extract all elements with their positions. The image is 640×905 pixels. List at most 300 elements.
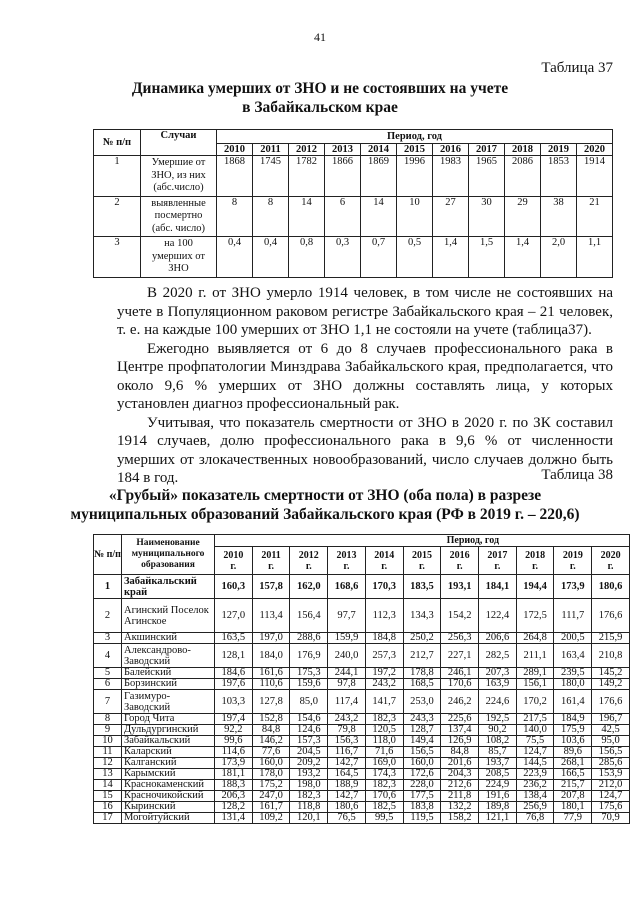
table38-year: 2018 [525, 549, 546, 561]
table38-row-num: 4 [94, 644, 122, 668]
table37-cell: 1914 [577, 156, 613, 197]
table38-cell: 224,9 [479, 780, 517, 791]
table38-cell: 112,3 [365, 599, 403, 633]
table38-cell: 160,0 [403, 758, 441, 769]
table38-cell: 183,8 [403, 802, 441, 813]
table38-cell: 211,8 [441, 791, 479, 802]
table38-cell: 188,9 [328, 780, 366, 791]
table38-cell: 207,3 [479, 668, 517, 679]
table38-cell: 103,6 [554, 736, 592, 747]
table38-cell: 108,2 [479, 736, 517, 747]
paragraph-block-1 [117, 284, 613, 488]
table38-row-name: Агинский Поселок Агинское [122, 599, 215, 633]
table38-cell: 172,5 [516, 599, 554, 633]
table37-year-header: 2016 [433, 144, 469, 156]
table38-cell: 156,3 [328, 736, 366, 747]
table38-cell: 288,6 [290, 633, 328, 644]
table38-cell: 268,1 [554, 758, 592, 769]
table37-row-case: выявленные посмертно (абс. число) [141, 196, 217, 237]
table38-row [94, 690, 630, 714]
table38-cell: 138,4 [516, 791, 554, 802]
table38-year: 2020 [600, 549, 621, 561]
table38-cell: 90,2 [479, 725, 517, 736]
table37-cell: 27 [433, 196, 469, 237]
paragraph-1: В 2020 г. от ЗНО умерло 1914 человек, в том числе не состоявших на учете в Популяционном раковом регистре Забайкальского края – 21 человек, т. е. на каждые 100 умерших от ЗНО 1,1 не состояли на учете (таблица37). [117, 285, 613, 338]
table38-row [94, 575, 630, 599]
table38-row-num: 13 [94, 769, 122, 780]
table38-cell: 97,7 [328, 599, 366, 633]
table37-year-header: 2015 [397, 144, 433, 156]
table38-row [94, 780, 630, 791]
table37-cell: 0,7 [361, 237, 397, 278]
table37-cell: 14 [361, 196, 397, 237]
table38-row [94, 802, 630, 813]
table38-cell: 264,8 [516, 633, 554, 644]
table38-cell: 110,6 [252, 679, 290, 690]
table38-year: 2013 [336, 549, 357, 561]
table38-cell: 153,9 [592, 769, 630, 780]
table38-row-num: 14 [94, 780, 122, 791]
table38-row-num: 3 [94, 633, 122, 644]
table38-cell: 180,6 [328, 802, 366, 813]
table37-row-case: Умершие от ЗНО, из них (абс.число) [141, 156, 217, 197]
table38-cell: 244,1 [328, 668, 366, 679]
table38-cell: 156,5 [403, 747, 441, 758]
table38-row [94, 813, 630, 824]
table38-year-header [403, 547, 441, 575]
table38-row [94, 599, 630, 633]
table38-cell: 76,5 [328, 813, 366, 824]
table37-row-case: на 100 умерших от ЗНО [141, 237, 217, 278]
table38-cell: 228,0 [403, 780, 441, 791]
table38-cell: 120,5 [365, 725, 403, 736]
table38-cell: 170,3 [365, 575, 403, 599]
table38-cell: 131,4 [215, 813, 253, 824]
table38-cell: 257,3 [365, 644, 403, 668]
table37-cell: 0,3 [325, 237, 361, 278]
table38-year-suffix: г. [569, 560, 576, 572]
table38-cell: 180,6 [592, 575, 630, 599]
table38-cell: 194,4 [516, 575, 554, 599]
table37-cell: 2086 [505, 156, 541, 197]
table38-cell: 197,4 [215, 714, 253, 725]
table38-cell: 77,6 [252, 747, 290, 758]
table38-cell: 128,2 [215, 802, 253, 813]
table38-row-num: 5 [94, 668, 122, 679]
table37-cell: 29 [505, 196, 541, 237]
table38-year: 2016 [449, 549, 470, 561]
table38-year: 2012 [298, 549, 319, 561]
table38-cell: 183,5 [403, 575, 441, 599]
table38-header-name: Наименование муниципального образования [122, 535, 215, 575]
table38-cell: 243,2 [365, 679, 403, 690]
table38-cell: 176,6 [592, 690, 630, 714]
table38-cell: 146,2 [252, 736, 290, 747]
table37-year-header: 2017 [469, 144, 505, 156]
table38-cell: 124,7 [592, 791, 630, 802]
table38-header-num: № п/п [94, 535, 122, 575]
table38-cell: 120,1 [290, 813, 328, 824]
table38-row-name: Калганский [122, 758, 215, 769]
table38-cell: 188,3 [215, 780, 253, 791]
table38-cell: 114,6 [215, 747, 253, 758]
table38-year-header [516, 547, 554, 575]
table38-cell: 89,6 [554, 747, 592, 758]
table38-cell: 99,6 [215, 736, 253, 747]
table38-cell: 84,8 [252, 725, 290, 736]
table38-row-num: 10 [94, 736, 122, 747]
table37-cell: 1745 [253, 156, 289, 197]
table38-year-suffix: г. [418, 560, 425, 572]
table38-cell: 208,5 [479, 769, 517, 780]
table38-cell: 161,4 [554, 690, 592, 714]
table38-cell: 184,6 [215, 668, 253, 679]
table38-cell: 134,3 [403, 599, 441, 633]
table38-year-header [554, 547, 592, 575]
table38-cell: 163,5 [215, 633, 253, 644]
table38-cell: 246,2 [441, 690, 479, 714]
table37-cell: 2,0 [541, 237, 577, 278]
table38-cell: 215,7 [554, 780, 592, 791]
table38-cell: 176,9 [290, 644, 328, 668]
table38-cell: 247,0 [252, 791, 290, 802]
table37-cell: 8 [253, 196, 289, 237]
table38-year: 2015 [411, 549, 432, 561]
table38-row [94, 758, 630, 769]
table38-year-suffix: г. [381, 560, 388, 572]
table38-cell: 71,6 [365, 747, 403, 758]
table37-cell: 1869 [361, 156, 397, 197]
table38-cell: 225,6 [441, 714, 479, 725]
table38-cell: 201,6 [441, 758, 479, 769]
table37-cell: 8 [217, 196, 253, 237]
table38-row-num: 1 [94, 575, 122, 599]
table37-header-period: Период, год [217, 130, 613, 144]
table38-year-suffix: г. [268, 560, 275, 572]
table38-cell: 164,5 [328, 769, 366, 780]
table38-row [94, 725, 630, 736]
table38-year-header [215, 547, 253, 575]
table38-row [94, 633, 630, 644]
paragraph-2: Ежегодно выявляется от 6 до 8 случаев профессионального рака в Центре профпатологии Минздрава Забайкальского края, предполагается, что около 9,6 % умерших от ЗНО должны составлять лица, у которых установлен диагноз профессиональный рак. [117, 340, 613, 412]
table38-cell: 162,0 [290, 575, 328, 599]
table38-cell: 209,2 [290, 758, 328, 769]
table38-cell: 212,0 [592, 780, 630, 791]
table38-cell: 157,8 [252, 575, 290, 599]
table38-row-num: 12 [94, 758, 122, 769]
table37-caption: Таблица 37 [541, 60, 613, 76]
table38-caption: Таблица 38 [541, 467, 613, 483]
table38-row-name: Александрово-Заводский [122, 644, 215, 668]
table37-row [94, 237, 613, 278]
table38-cell: 119,5 [403, 813, 441, 824]
table38-row-num: 11 [94, 747, 122, 758]
table38-cell: 156,1 [516, 679, 554, 690]
table37-cell: 1868 [217, 156, 253, 197]
table38-cell: 159,9 [328, 633, 366, 644]
table38-row [94, 736, 630, 747]
table38-cell: 253,0 [403, 690, 441, 714]
table38-row-name: Забайкальский [122, 736, 215, 747]
page-number: 41 [314, 30, 326, 44]
table38-title-line2: муниципальных образований Забайкальского края (РФ в 2019 г. – 220,6) [70, 506, 580, 523]
table38-row-num: 17 [94, 813, 122, 824]
table38-cell: 142,7 [328, 791, 366, 802]
table37-header-num: № п/п [94, 130, 141, 156]
table38-row-num: 6 [94, 679, 122, 690]
table38-cell: 160,3 [215, 575, 253, 599]
table38-cell: 156,5 [592, 747, 630, 758]
table37-cell: 1996 [397, 156, 433, 197]
table38-cell: 127,8 [252, 690, 290, 714]
table38-cell: 250,2 [403, 633, 441, 644]
table38-cell: 169,0 [365, 758, 403, 769]
table37-cell: 6 [325, 196, 361, 237]
table38-cell: 160,0 [252, 758, 290, 769]
table38-cell: 204,3 [441, 769, 479, 780]
table38-cell: 118,0 [365, 736, 403, 747]
table38-cell: 128,1 [215, 644, 253, 668]
table38-row [94, 644, 630, 668]
table38-cell: 124,6 [290, 725, 328, 736]
table37-cell: 1,1 [577, 237, 613, 278]
table37-year-header: 2020 [577, 144, 613, 156]
table38-cell: 172,6 [403, 769, 441, 780]
table38-cell: 289,1 [516, 668, 554, 679]
table38-row [94, 714, 630, 725]
table38-cell: 163,9 [479, 679, 517, 690]
table37-year-header: 2014 [361, 144, 397, 156]
table37-cell: 1965 [469, 156, 505, 197]
table38-cell: 140,0 [516, 725, 554, 736]
table37-cell: 0,8 [289, 237, 325, 278]
table37-header-case: Случаи [141, 130, 217, 156]
table38-cell: 193,7 [479, 758, 517, 769]
table38-row-num: 7 [94, 690, 122, 714]
table38-title-line1: «Грубый» показатель смертности от ЗНО (оба пола) в разрезе [108, 487, 542, 504]
table38-row-num: 2 [94, 599, 122, 633]
table37-row-num: 3 [94, 237, 141, 278]
table38-cell: 177,5 [403, 791, 441, 802]
table37-cell: 0,5 [397, 237, 433, 278]
table38-cell: 85,0 [290, 690, 328, 714]
table38-cell: 127,0 [215, 599, 253, 633]
table38-cell: 149,4 [403, 736, 441, 747]
table38-cell: 182,3 [365, 780, 403, 791]
table38-cell: 124,7 [516, 747, 554, 758]
table38-year-suffix: г. [343, 560, 350, 572]
table38-cell: 206,6 [479, 633, 517, 644]
table38-year-header [441, 547, 479, 575]
table37-year-header: 2013 [325, 144, 361, 156]
table38-cell: 184,0 [252, 644, 290, 668]
table37-cell: 0,4 [217, 237, 253, 278]
table37-year-header: 2018 [505, 144, 541, 156]
table38-cell: 70,9 [592, 813, 630, 824]
table38-row-num: 9 [94, 725, 122, 736]
table38-cell: 158,2 [441, 813, 479, 824]
table38-cell: 175,6 [592, 802, 630, 813]
table37-row-num: 2 [94, 196, 141, 237]
table38-cell: 137,4 [441, 725, 479, 736]
table38-row-name: Балейский [122, 668, 215, 679]
table38-row-num: 8 [94, 714, 122, 725]
table38-year-header [592, 547, 630, 575]
table38-cell: 122,4 [479, 599, 517, 633]
table38-cell: 223,9 [516, 769, 554, 780]
table38-year-suffix: г. [532, 560, 539, 572]
table37-cell: 1782 [289, 156, 325, 197]
table38-cell: 163,4 [554, 644, 592, 668]
table38-cell: 178,8 [403, 668, 441, 679]
table38-cell: 154,6 [290, 714, 328, 725]
table38-cell: 243,3 [403, 714, 441, 725]
table38-row-name: Газимуро-Заводский [122, 690, 215, 714]
table38-row-name: Могойтуйский [122, 813, 215, 824]
table38-year: 2010 [223, 549, 244, 561]
table38-cell: 207,8 [554, 791, 592, 802]
table37-row [94, 196, 613, 237]
table38-row [94, 791, 630, 802]
table38-cell: 92,2 [215, 725, 253, 736]
table38-cell: 215,9 [592, 633, 630, 644]
table38-row-name: Забайкальский край [122, 575, 215, 599]
table38-cell: 178,0 [252, 769, 290, 780]
table38-row-num: 15 [94, 791, 122, 802]
table37-year-header: 2010 [217, 144, 253, 156]
table38-cell: 197,0 [252, 633, 290, 644]
table38-row-name: Борзинский [122, 679, 215, 690]
table38-cell: 196,7 [592, 714, 630, 725]
table38-cell: 240,0 [328, 644, 366, 668]
table38-cell: 144,5 [516, 758, 554, 769]
table38-year: 2011 [261, 549, 281, 561]
table38-cell: 184,1 [479, 575, 517, 599]
table38-cell: 182,3 [290, 791, 328, 802]
table38-cell: 182,3 [365, 714, 403, 725]
table38-cell: 181,1 [215, 769, 253, 780]
table38-cell: 175,3 [290, 668, 328, 679]
table38-cell: 152,8 [252, 714, 290, 725]
table38-cell: 170,6 [365, 791, 403, 802]
table38-cell: 282,5 [479, 644, 517, 668]
table38-cell: 121,1 [479, 813, 517, 824]
table38-cell: 161,6 [252, 668, 290, 679]
table37-cell: 0,4 [253, 237, 289, 278]
table38-cell: 154,2 [441, 599, 479, 633]
table37-cell: 1,4 [433, 237, 469, 278]
table38-cell: 99,5 [365, 813, 403, 824]
table38-row-name: Каларский [122, 747, 215, 758]
table38-year: 2019 [562, 549, 583, 561]
table38-cell: 180,1 [554, 802, 592, 813]
table38-cell: 204,5 [290, 747, 328, 758]
table38-row [94, 747, 630, 758]
table38-year-header [328, 547, 366, 575]
table38-row [94, 668, 630, 679]
table37-cell: 1983 [433, 156, 469, 197]
table38-row-name: Карымский [122, 769, 215, 780]
table38-cell: 132,2 [441, 802, 479, 813]
table38-cell: 168,5 [403, 679, 441, 690]
table38-year-header [252, 547, 290, 575]
table38-cell: 189,8 [479, 802, 517, 813]
table38-year-header [479, 547, 517, 575]
table38-cell: 126,9 [441, 736, 479, 747]
table38-row [94, 769, 630, 780]
table38-row-num: 16 [94, 802, 122, 813]
table38-row-name: Дульдургинский [122, 725, 215, 736]
table38-header-period: Период, год [215, 535, 630, 547]
table38-cell: 191,6 [479, 791, 517, 802]
table38-cell: 128,7 [403, 725, 441, 736]
table38-cell: 197,6 [215, 679, 253, 690]
table38-cell: 170,6 [441, 679, 479, 690]
table38-cell: 197,2 [365, 668, 403, 679]
table38-cell: 182,5 [365, 802, 403, 813]
table38-cell: 175,2 [252, 780, 290, 791]
table37-year-header: 2012 [289, 144, 325, 156]
table38-cell: 193,2 [290, 769, 328, 780]
table38-row-name: Краснокаменский [122, 780, 215, 791]
table38-cell: 118,8 [290, 802, 328, 813]
table38-row-name: Кыринский [122, 802, 215, 813]
table37-cell: 1,4 [505, 237, 541, 278]
table38 [93, 534, 630, 824]
table37-title [0, 79, 640, 117]
table38-cell: 84,8 [441, 747, 479, 758]
table38-cell: 184,9 [554, 714, 592, 725]
table38-row-name: Красночикойский [122, 791, 215, 802]
table38-cell: 111,7 [554, 599, 592, 633]
table38-cell: 116,7 [328, 747, 366, 758]
table38-cell: 211,1 [516, 644, 554, 668]
table38-cell: 224,6 [479, 690, 517, 714]
table38-cell: 142,7 [328, 758, 366, 769]
table37-title-line1: Динамика умерших от ЗНО и не состоявших на учете [131, 80, 509, 97]
table37-row-num: 1 [94, 156, 141, 197]
table38-year-suffix: г. [230, 560, 237, 572]
table38-cell: 227,1 [441, 644, 479, 668]
table38-cell: 166,5 [554, 769, 592, 780]
table37-cell: 21 [577, 196, 613, 237]
table38-cell: 256,3 [441, 633, 479, 644]
table38-year-suffix: г. [305, 560, 312, 572]
table38-cell: 184,8 [365, 633, 403, 644]
table38-cell: 141,7 [365, 690, 403, 714]
table38-cell: 173,9 [215, 758, 253, 769]
table38-year: 2017 [487, 549, 508, 561]
table38-cell: 161,7 [252, 802, 290, 813]
table38-cell: 97,8 [328, 679, 366, 690]
table38-cell: 75,5 [516, 736, 554, 747]
table38-cell: 42,5 [592, 725, 630, 736]
table37-cell: 30 [469, 196, 505, 237]
table38-cell: 246,1 [441, 668, 479, 679]
table37-year-header: 2011 [253, 144, 289, 156]
table38-cell: 243,2 [328, 714, 366, 725]
table38-cell: 285,6 [592, 758, 630, 769]
table38-cell: 157,3 [290, 736, 328, 747]
table38-cell: 212,6 [441, 780, 479, 791]
table37 [93, 129, 613, 278]
table37-cell: 10 [397, 196, 433, 237]
table38-row [94, 679, 630, 690]
table38-cell: 212,7 [403, 644, 441, 668]
table38-cell: 170,2 [516, 690, 554, 714]
table38-row-name: Акшинский [122, 633, 215, 644]
table38-cell: 192,5 [479, 714, 517, 725]
